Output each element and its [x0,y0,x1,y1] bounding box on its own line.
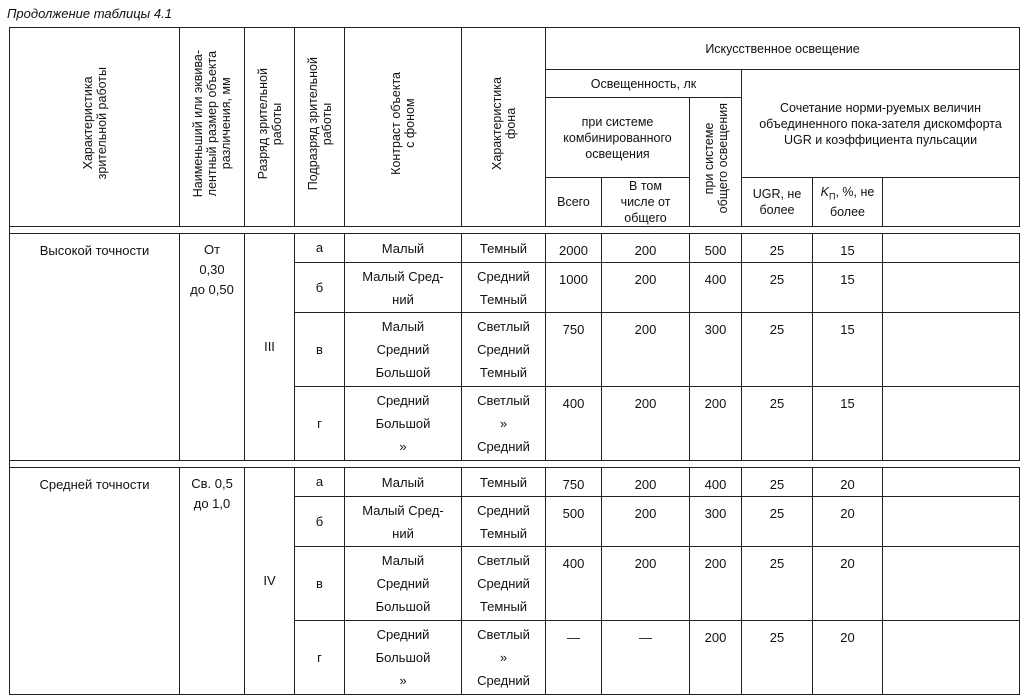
separator-cell [180,227,245,234]
separator-cell [10,227,180,234]
background-line: Средний [477,439,530,454]
background [462,313,546,387]
background-line: » [499,650,508,665]
value-general: 200 [690,387,742,461]
background-line: Средний [477,502,530,518]
extra-cell [883,547,1020,621]
subrank: в [295,313,345,387]
background-line: Темный [479,599,528,614]
background-line: Темный [479,240,528,256]
contrast-line: Малый Сред- [362,502,444,518]
value-incl: 200 [602,234,690,263]
background-line: Темный [479,291,528,307]
background [462,234,546,263]
background [462,497,546,547]
subrank: б [295,263,345,313]
separator-cell [462,461,546,468]
background-line: Средний [477,576,530,591]
value-incl: 200 [602,468,690,497]
value-kp: 15 [813,387,883,461]
value-general: 200 [690,621,742,695]
header-including-general: В том числе от общего [602,178,690,227]
separator-cell [883,461,1020,468]
background [462,547,546,621]
background [462,263,546,313]
value-general: 200 [690,547,742,621]
value-kp: 15 [813,313,883,387]
separator-cell [883,227,1020,234]
value-incl: 200 [602,313,690,387]
separator-cell [813,227,883,234]
subrank: г [295,621,345,695]
background-line: Темный [479,525,528,541]
contrast-line: ний [392,525,414,541]
separator-cell [813,461,883,468]
separator-cell [690,227,742,234]
table-row [10,468,1020,497]
table-row [10,234,1020,263]
value-total: 1000 [546,263,602,313]
contrast [345,468,462,497]
separator-cell [742,461,813,468]
background-line: Светлый [477,319,530,334]
value-ugr: 25 [742,313,813,387]
value-total: 750 [546,313,602,387]
background-line: Средний [477,268,530,284]
lighting-norms-table [9,27,1020,695]
separator-cell [546,227,602,234]
value-incl: 200 [602,263,690,313]
value-incl: — [602,621,690,695]
value-total: — [546,621,602,695]
object-size-line: до 0,50 [190,282,234,297]
group-separator [10,461,1020,468]
contrast-line: Большой [375,416,431,431]
value-total: 400 [546,387,602,461]
extra-cell [883,263,1020,313]
background-line: Темный [479,474,528,490]
table-caption: Продолжение таблицы 4.1 [7,6,172,21]
value-ugr: 25 [742,387,813,461]
value-general: 300 [690,313,742,387]
contrast-line: Малый [381,474,425,490]
table-header [10,28,1020,227]
header-contrast: Контраст объекта с фоном [345,28,462,227]
value-kp: 15 [813,263,883,313]
extra-cell [883,313,1020,387]
contrast [345,497,462,547]
separator-cell [742,227,813,234]
header-artificial-lighting: Искусственное освещение [546,28,1020,70]
object-size-line: От [203,242,221,257]
value-kp: 20 [813,468,883,497]
value-total: 2000 [546,234,602,263]
separator-cell [546,461,602,468]
header-background: Характеристика фона [462,28,546,227]
background-line: Средний [477,342,530,357]
value-ugr: 25 [742,468,813,497]
separator-cell [295,461,345,468]
header-norm-combination: Сочетание норми-руемых величин объединенного пока-зателя дискомфорта UGR и коэффициента пульсации [742,70,1020,178]
contrast [345,263,462,313]
contrast-line: » [399,673,407,688]
value-kp: 15 [813,234,883,263]
extra-cell [883,497,1020,547]
value-total: 750 [546,468,602,497]
object-size-line: Св. 0,5 [191,476,233,491]
object-size [180,234,245,461]
header-characteristic: Характеристика зрительной работы [10,28,180,227]
extra-cell [883,234,1020,263]
value-kp: 20 [813,547,883,621]
contrast-line: Малый [381,240,425,256]
separator-cell [180,461,245,468]
value-general: 300 [690,497,742,547]
value-incl: 200 [602,497,690,547]
value-incl: 200 [602,387,690,461]
contrast-line: Средний [376,627,430,642]
header-general-system: при системе общего освещения [690,98,742,227]
contrast [345,234,462,263]
value-general: 400 [690,468,742,497]
subrank: б [295,497,345,547]
header-ugr: UGR, не более [742,178,813,227]
extra-cell [883,468,1020,497]
separator-cell [295,227,345,234]
object-size-line: до 1,0 [193,496,231,511]
separator-cell [602,461,690,468]
contrast-line: Малый [381,319,425,334]
subrank: г [295,387,345,461]
contrast-line: Малый [381,553,425,568]
value-ugr: 25 [742,547,813,621]
separator-cell [690,461,742,468]
value-incl: 200 [602,547,690,621]
value-ugr: 25 [742,234,813,263]
contrast-line: » [399,439,407,454]
work-rank: III [245,234,295,461]
separator-cell [10,461,180,468]
contrast-line: Большой [375,599,431,614]
header-work-rank: Разряд зрительной работы [245,28,295,227]
separator-cell [245,227,295,234]
value-total: 500 [546,497,602,547]
value-kp: 20 [813,621,883,695]
object-size [180,468,245,695]
subrank: а [295,468,345,497]
background-line: Светлый [477,553,530,568]
contrast-line: Большой [375,365,431,380]
value-total: 400 [546,547,602,621]
background [462,387,546,461]
contrast [345,387,462,461]
separator-cell [345,461,462,468]
header-object-size: Наименьший или эквива- лентный размер объекта различения, мм [180,28,245,227]
extra-cell [883,621,1020,695]
contrast-line: Малый Сред- [362,268,444,284]
subrank: а [295,234,345,263]
background-line: Темный [479,365,528,380]
header-extra [883,178,1020,227]
contrast [345,313,462,387]
subrank: в [295,547,345,621]
contrast-line: Средний [376,342,430,357]
contrast-line: Средний [376,576,430,591]
background [462,468,546,497]
header-combined-system: при системе комбинированного освещения [546,98,690,178]
background [462,621,546,695]
contrast [345,547,462,621]
value-general: 400 [690,263,742,313]
header-work-subrank: Подразряд зрительной работы [295,28,345,227]
contrast-line: Большой [375,650,431,665]
background-line: Светлый [477,393,530,408]
table-container [9,27,1002,688]
contrast-line: Средний [376,393,430,408]
separator-cell [245,461,295,468]
header-total: Всего [546,178,602,227]
value-kp: 20 [813,497,883,547]
work-characteristic: Высокой точности [10,234,180,461]
object-size-line: 0,30 [199,262,225,277]
separator-cell [462,227,546,234]
header-illuminance: Освещенность, лк [546,70,742,98]
value-ugr: 25 [742,497,813,547]
work-characteristic: Средней точности [10,468,180,695]
header-kp: $K_П$, %, не более [813,178,883,227]
background-line: Средний [477,673,530,688]
extra-cell [883,387,1020,461]
contrast [345,621,462,695]
separator-cell [602,227,690,234]
background-line: Светлый [477,627,530,642]
value-general: 500 [690,234,742,263]
value-ugr: 25 [742,621,813,695]
contrast-line: ний [392,291,414,307]
table-body [10,227,1020,695]
background-line: » [499,416,508,431]
value-ugr: 25 [742,263,813,313]
separator-cell [345,227,462,234]
group-separator [10,227,1020,234]
work-rank: IV [245,468,295,695]
